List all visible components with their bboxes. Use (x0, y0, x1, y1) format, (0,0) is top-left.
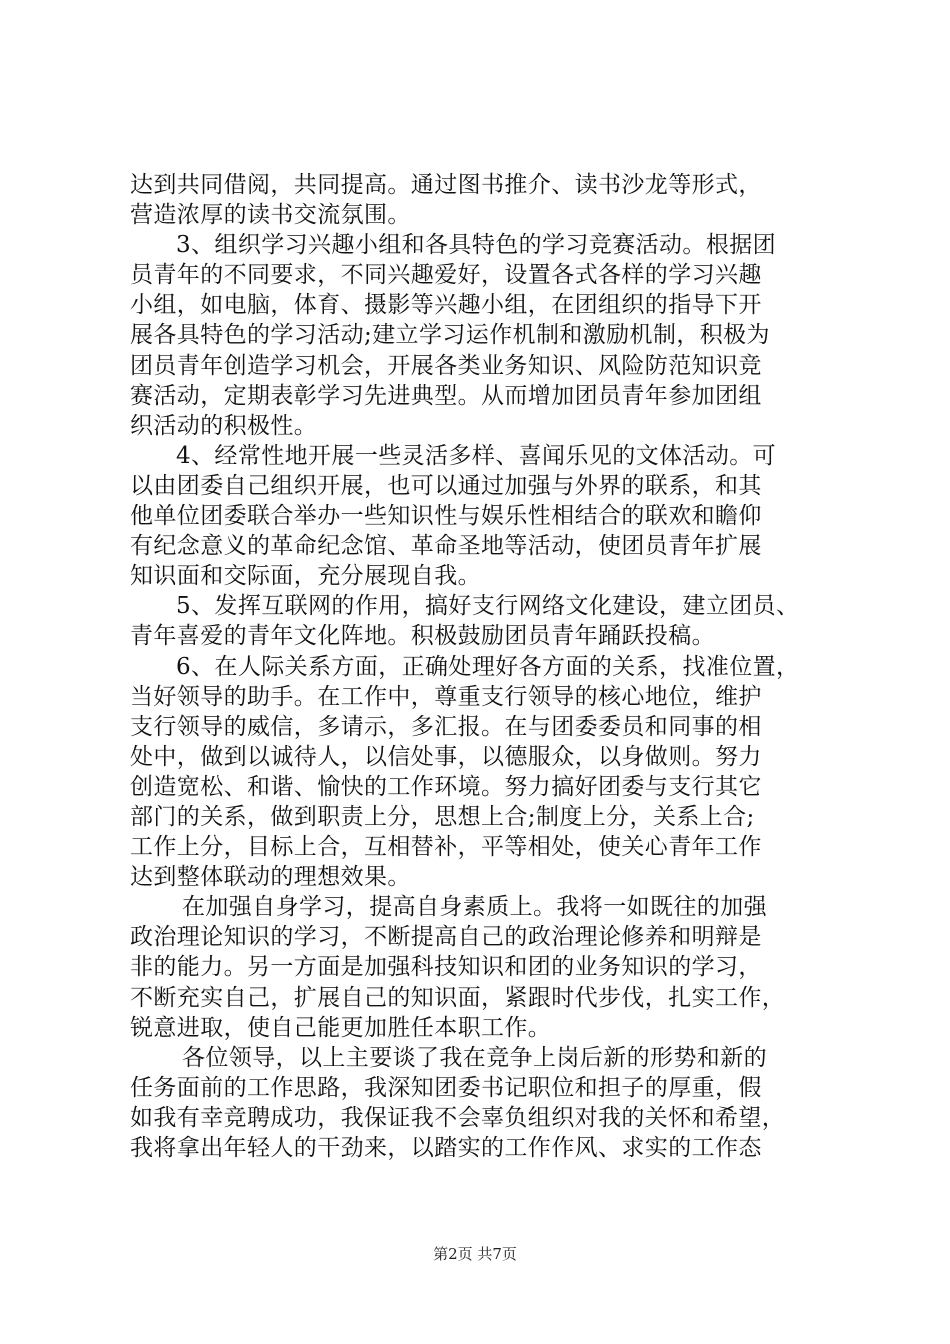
paragraph-start-line: 各位领导，以上主要谈了我在竞争上岗后新的形势和新的 (182, 1044, 767, 1071)
document-body (130, 170, 830, 1163)
text-line: 政治理论知识的学习，不断提高自己的政治理论修养和明辩是 (130, 924, 762, 951)
text-line: 处中，做到以诚待人，以信处事，以德服众，以身做则。努力 (130, 743, 762, 770)
paragraph-start-line: 5、发挥互联网的作用，搞好支行网络文化建设，建立团员、 (176, 593, 800, 620)
text-line: 如我有幸竞聘成功，我保证我不会辜负组织对我的关怀和希望， (130, 1104, 786, 1131)
page-number-footer: 第2页 共7页 (433, 1245, 517, 1263)
text-line: 展各具特色的学习活动;建立学习运作机制和激励机制，积极为 (130, 322, 770, 349)
text-line: 员青年的不同要求，不同兴趣爱好，设置各式各样的学习兴趣 (130, 262, 762, 289)
text-line: 有纪念意义的革命纪念馆、革命圣地等活动，使团员青年扩展 (130, 533, 762, 560)
paragraph-start-line: 在加强自身学习，提高自身素质上。我将一如既往的加强 (182, 894, 767, 921)
paragraph-start-line: 4、经常性地开展一些灵活多样、喜闻乐见的文体活动。可 (176, 442, 777, 469)
text-line: 创造宽松、和谐、愉快的工作环境。努力搞好团委与支行其它 (130, 773, 762, 800)
text-line: 非的能力。另一方面是加强科技知识和团的业务知识的学习， (130, 954, 762, 981)
text-line: 达到整体联动的理想效果。 (130, 864, 411, 891)
text-line: 锐意进取，使自己能更加胜任本职工作。 (130, 1014, 552, 1041)
text-line: 织活动的积极性。 (130, 412, 318, 439)
text-line: 不断充实自己，扩展自己的知识面，紧跟时代步伐，扎实工作， (130, 984, 786, 1011)
text-line: 我将拿出年轻人的干劲来，以踏实的工作作风、求实的工作态 (130, 1135, 762, 1161)
text-line: 营造浓厚的读书交流氛围。 (130, 202, 411, 229)
text-line: 知识面和交际面，充分展现自我。 (130, 563, 481, 590)
text-line: 团员青年创造学习机会，开展各类业务知识、风险防范知识竞 (130, 352, 762, 379)
paragraph-start-line: 3、组织学习兴趣小组和各具特色的学习竞赛活动。根据团 (176, 232, 777, 259)
text-line: 达到共同借阅，共同提高。通过图书推介、读书沙龙等形式， (130, 172, 762, 198)
text-line: 支行领导的威信，多请示，多汇报。在与团委委员和同事的相 (130, 713, 762, 740)
text-line: 小组，如电脑，体育、摄影等兴趣小组，在团组织的指导下开 (130, 292, 762, 319)
text-line: 青年喜爱的青年文化阵地。积极鼓励团员青年踊跃投稿。 (130, 623, 715, 650)
text-line: 他单位团委联合举办一些知识性与娱乐性相结合的联欢和瞻仰 (130, 503, 762, 530)
text-line: 部门的关系，做到职责上分，思想上合;制度上分，关系上合; (130, 803, 755, 830)
text-line: 当好领导的助手。在工作中，尊重支行领导的核心地位，维护 (130, 683, 762, 710)
text-line: 任务面前的工作思路，我深知团委书记职位和担子的厚重，假 (130, 1074, 762, 1101)
text-line: 赛活动，定期表彰学习先进典型。从而增加团员青年参加团组 (130, 382, 762, 409)
text-line: 工作上分，目标上合，互相替补，平等相处，使关心青年工作 (130, 834, 762, 861)
text-line: 以由团委自己组织开展，也可以通过加强与外界的联系，和其 (130, 472, 762, 499)
paragraph-start-line: 6、在人际关系方面，正确处理好各方面的关系，找准位置， (176, 653, 800, 680)
